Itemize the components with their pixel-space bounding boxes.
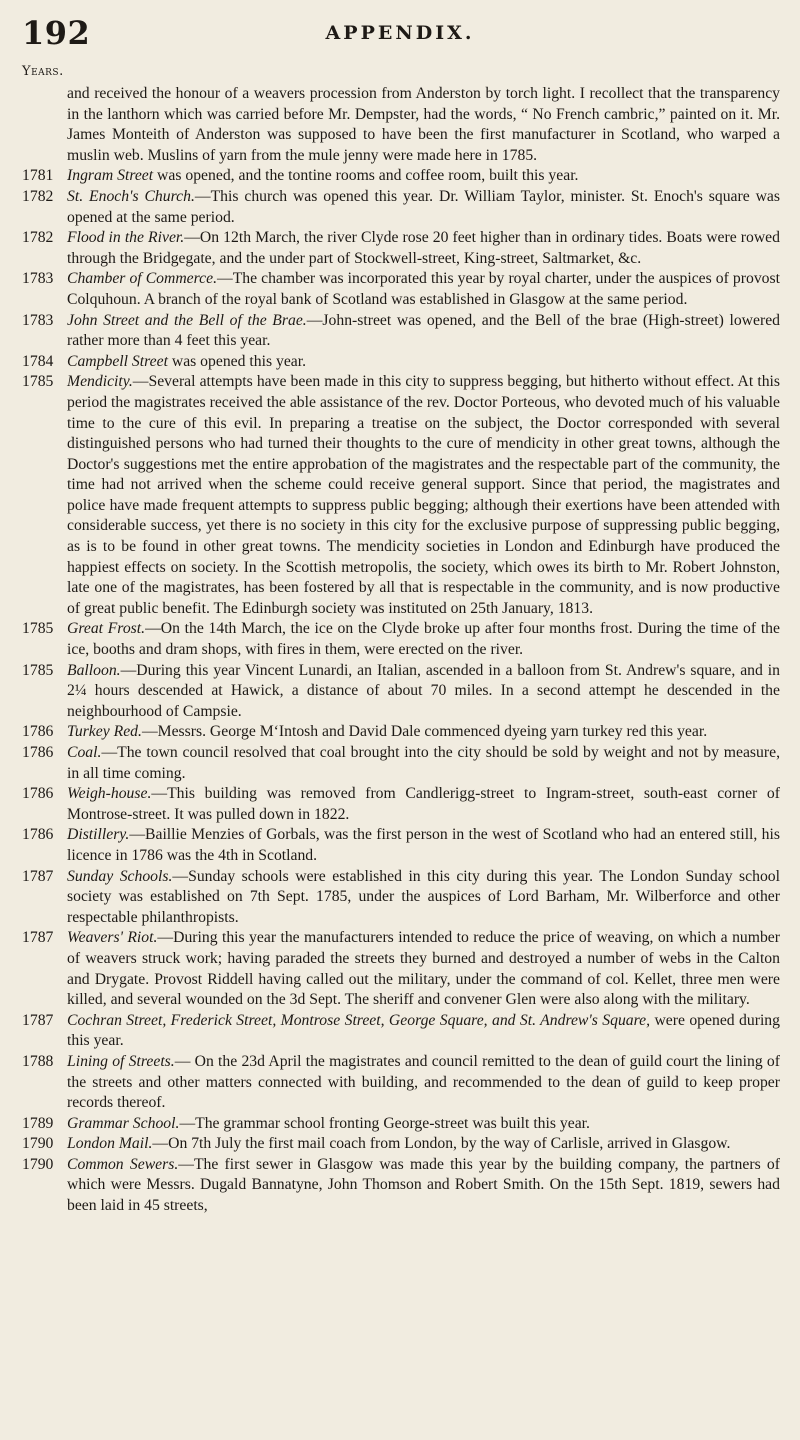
entry-body	[67, 228, 780, 269]
entry-text: —The town council resolved that coal brought into the city should be sold by weight and not by measure, in all time coming.	[67, 744, 780, 782]
entry-year: 1785	[22, 620, 54, 638]
entry-text: — On the 23d April the magistrates and council remitted to the dean of guild court the lining of the streets and other matters connected with building, and recommended to the dean of guild to keep proper records thereof.	[67, 1052, 780, 1112]
chronology-entries	[22, 84, 780, 1217]
entry-body	[67, 722, 780, 743]
entry-year: 1790	[22, 1155, 54, 1173]
entry-body	[67, 84, 780, 166]
chronology-entry	[22, 743, 780, 784]
entry-year: 1786	[22, 826, 54, 844]
page-number: 192	[22, 14, 91, 52]
entry-year: 1784	[22, 352, 54, 370]
chronology-entry	[22, 619, 780, 660]
entry-topic: Weigh-house.	[67, 785, 152, 803]
entry-text: —This building was removed from Candlerigg-street to Ingram-street, south-east corner of Montrose-street. It was pulled down in 1822.	[67, 785, 780, 823]
entry-body	[67, 166, 780, 187]
entry-year: 1790	[22, 1135, 54, 1153]
entry-text: —Sunday schools were established in this city during this year. The London Sunday school society was established on 7th Sept. 1785, under the auspices of Lord Barham, Mr. Wilberforce and other respectable philanthropists.	[67, 867, 780, 926]
entry-body	[67, 619, 780, 660]
entry-body	[67, 1114, 780, 1135]
entry-body	[67, 661, 780, 723]
entry-year: 1781	[22, 167, 54, 185]
entry-body	[67, 1134, 780, 1155]
entry-topic: Common Sewers.	[67, 1155, 179, 1173]
entry-body	[67, 743, 780, 784]
entry-topic: London Mail.	[67, 1135, 153, 1153]
entry-topic: Weavers' Riot.	[67, 929, 158, 947]
chronology-entry	[22, 825, 780, 866]
entry-year: 1785	[22, 661, 54, 679]
chronology-entry	[22, 867, 780, 929]
entry-text: was opened this year.	[167, 352, 307, 370]
years-column-heading: Years.	[22, 64, 64, 79]
entry-body	[67, 928, 780, 1010]
entry-topic: John Street and the Bell of the Brae.	[67, 311, 307, 329]
entry-text: and received the honour of a weavers procession from Anderston by torch light. I recollect that the transparency in the lanthorn which was carried before Mr. Dempster, had the words, “ No French cambric,” painted on it. Mr. James Monteith of Anderston was supposed to have been the first manufacturer in Scotland, who warped a muslin web. Muslins of yarn from the mule jenny were made here in 1785.	[67, 85, 780, 164]
chronology-entry	[22, 722, 780, 743]
entry-year: 1785	[22, 373, 54, 391]
entry-body	[67, 784, 780, 825]
entry-topic: Great Frost.	[67, 620, 146, 638]
entry-year: 1786	[22, 785, 54, 803]
chronology-entry	[22, 372, 780, 619]
entry-year: 1782	[22, 187, 54, 205]
entry-text: —This church was opened this year. Dr. William Taylor, minister. St. Enoch's square was opened at the same period.	[67, 187, 780, 226]
chronology-entry	[22, 784, 780, 825]
entry-text: —The chamber was incorporated this year by royal charter, under the auspices of provost Colquhoun. A branch of the royal bank of Scotland was established in Glasgow at the same period.	[67, 270, 780, 308]
chronology-entry	[22, 166, 780, 187]
entry-text: —John-street was opened, and the Bell of the brae (High-street) lowered rather more than 4 feet this year.	[67, 311, 780, 350]
entry-year: 1787	[22, 929, 54, 947]
chronology-entry	[22, 1134, 780, 1155]
entry-body	[67, 372, 780, 619]
entry-text: —During this year the manufacturers intended to reduce the price of weaving, on which a number of weavers struck work; having paraded the streets they burned and destroyed a number of webs in the Calton and Drygate. Provost Riddell having called out the military, under the command of col. Kellet, three men were killed, and several wounded on the 3d Sept. The sheriff and convener Glen were also along with the military.	[67, 929, 780, 1009]
entry-body	[67, 825, 780, 866]
entry-year: 1783	[22, 270, 54, 288]
chronology-entry	[22, 352, 780, 373]
chronology-entry	[22, 84, 780, 166]
entry-text: —The first sewer in Glasgow was made this year by the building company, the partners of which were Messrs. Dugald Bannatyne, John Thomson and Robert Smith. On the 15th Sept. 1819, sewers had been laid in 45 streets,	[67, 1155, 780, 1215]
entry-year: 1786	[22, 744, 54, 761]
entry-year: 1788	[22, 1052, 54, 1070]
entry-topic: Chamber of Commerce.	[67, 270, 217, 288]
entry-topic: Mendicity.	[67, 373, 133, 391]
chronology-entry	[22, 661, 780, 723]
entry-year: 1787	[22, 1011, 54, 1029]
entry-text: was opened, and the tontine rooms and coffee room, built this year.	[153, 167, 579, 185]
entry-topic: Ingram Street	[67, 167, 154, 185]
entry-body	[67, 269, 780, 310]
entry-topic: Grammar School.	[67, 1114, 180, 1132]
entry-year: 1787	[22, 867, 54, 885]
entry-text: —Messrs. George M‘Intosh and David Dale commenced dyeing yarn turkey red this year.	[141, 723, 708, 741]
entry-topic: Coal.	[67, 744, 102, 761]
entry-topic: St. Enoch's Church.	[67, 187, 195, 205]
chronology-entry	[22, 269, 780, 310]
entry-text: —Baillie Menzies of Gorbals, was the first person in the west of Scotland who had an entered still, his licence in 1786 was the 4th in Scotland.	[67, 826, 780, 864]
entry-topic: Distillery.	[67, 826, 130, 844]
entry-topic: Turkey Red.	[67, 723, 142, 741]
chronology-entry	[22, 1114, 780, 1135]
chronology-entry	[22, 228, 780, 269]
chronology-entry	[22, 1052, 780, 1114]
entry-year: 1786	[22, 723, 54, 741]
chronology-entry	[22, 187, 780, 228]
entry-year	[22, 84, 67, 166]
running-title: APPENDIX.	[325, 22, 475, 44]
entry-text: —During this year Vincent Lunardi, an Italian, ascended in a balloon from St. Andrew's square, and in 2¼ hours descended at Hawick, a distance of about 70 miles. In a second attempt he descended in the neighbourhood of Campsie.	[67, 661, 780, 720]
entry-topic: Balloon.	[67, 661, 121, 679]
entry-year: 1783	[22, 311, 54, 329]
entry-topic: Campbell Street	[67, 352, 168, 370]
entry-text: were opened during this year.	[67, 1011, 780, 1050]
entry-topic: Lining of Streets.	[67, 1052, 175, 1070]
entry-body	[67, 311, 780, 352]
entry-body	[67, 352, 780, 373]
entry-text: —The grammar school fronting George-street was built this year.	[179, 1114, 590, 1132]
entry-topic: Cochran Street, Frederick Street, Montrose Street, George Square, and St. Andrew's Square,	[67, 1011, 651, 1029]
entry-body	[67, 867, 780, 929]
entry-text: —On 12th March, the river Clyde rose 20 feet higher than in ordinary tides. Boats were rowed through the Bridgegate, and the under part of Stockwell-street, King-street, Saltmarket, &c.	[67, 229, 780, 267]
entry-topic: Sunday Schools.	[67, 867, 173, 885]
entry-body	[67, 1052, 780, 1114]
entry-text: —On 7th July the first mail coach from London, by the way of Carlisle, arrived in Glasgow.	[152, 1135, 731, 1153]
chronology-entry	[22, 1155, 780, 1217]
chronology-entry	[22, 928, 780, 1010]
entry-topic: Flood in the River.	[67, 229, 185, 247]
entry-body	[67, 1011, 780, 1052]
entry-text: —On the 14th March, the ice on the Clyde broke up after four months frost. During the time of the ice, booths and dram shops, with fires in them, were erected on the river.	[67, 620, 780, 659]
chronology-entry	[22, 311, 780, 352]
entry-year: 1789	[22, 1114, 54, 1132]
entry-body	[67, 1155, 780, 1217]
entry-year: 1782	[22, 229, 54, 247]
chronology-entry	[22, 1011, 780, 1052]
entry-body	[67, 187, 780, 228]
entry-text: —Several attempts have been made in this city to suppress begging, but hitherto without effect. At this period the magistrates received the able assistance of the rev. Doctor Porteous, who devoted much of his valuable time to the cure of this evil. In preparing a treatise on the subject, the Doctor corresponded with several distinguished persons who had turned their thoughts to the cure of mendicity in other great towns, although the Doctor's suggestions met the entire approbation of the magistrates and the respectable part of the community, the time had not arrived when the scheme could receive general support. Since that period, the magistrates and police have made frequent attempts to suppress public begging; although their exertions have been attended with considerable success, yet there is no society in this city for the exclusive purpose of suppressing public begging, as is to be found in other great towns. The mendicity societies in London and Edinburgh have produced the happiest effects on society. In the Scottish metropolis, the society, which owes its birth to Mr. Robert Johnston, late one of the magistrates, has been fostered by all that is respectable in the community, and is now productive of great public benefit. The Edinburgh society was instituted on 25th January, 1813.	[67, 373, 780, 617]
